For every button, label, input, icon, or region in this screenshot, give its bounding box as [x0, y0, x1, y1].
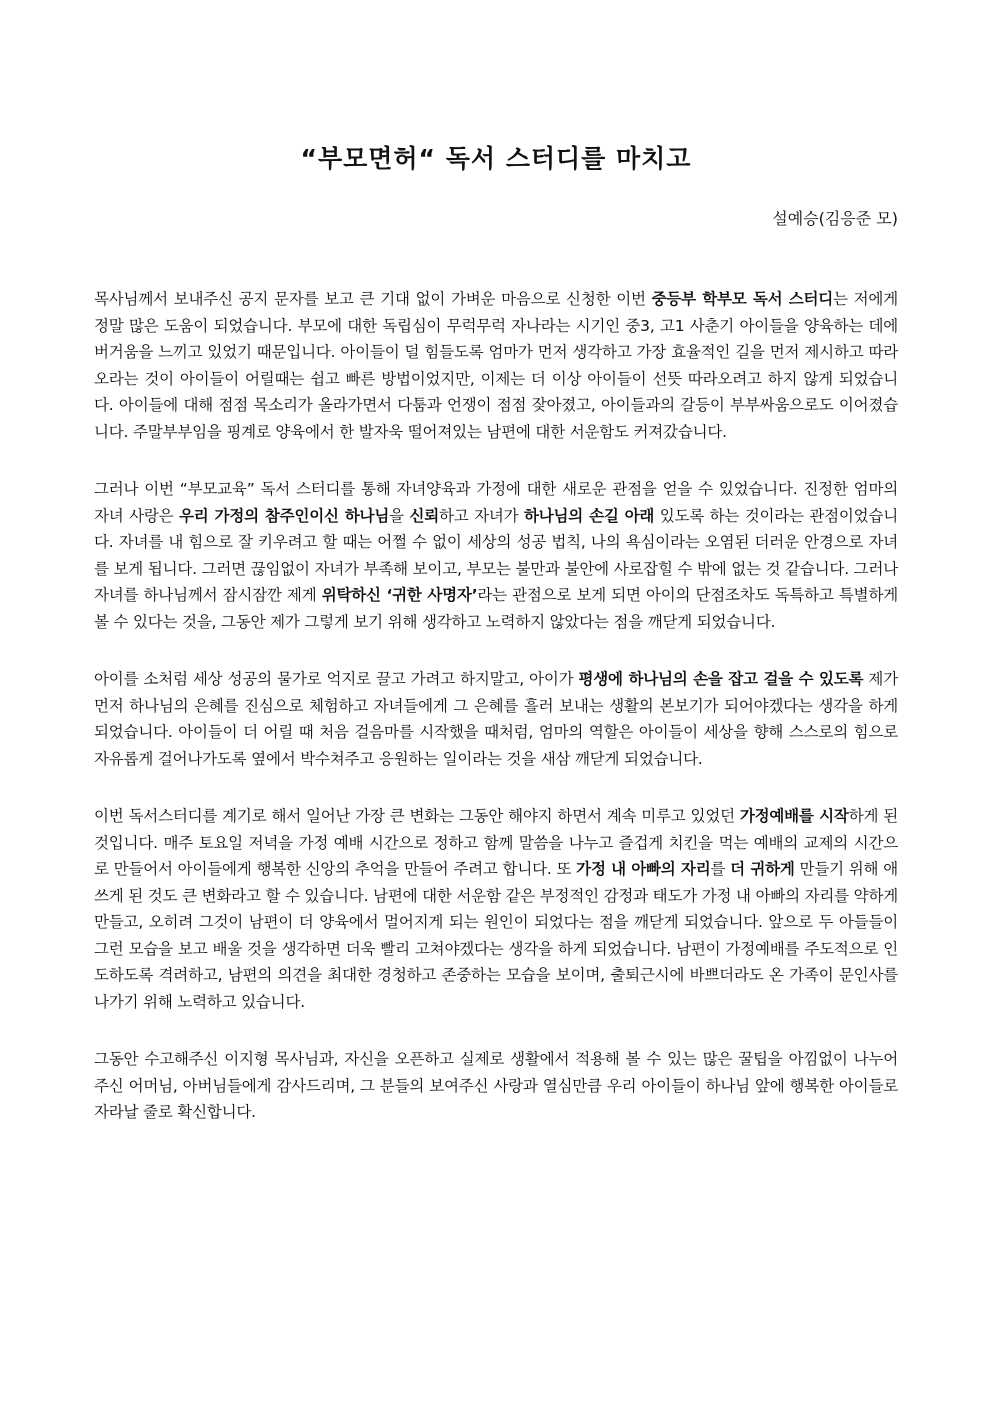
paragraph	[94, 803, 898, 1015]
paragraph	[94, 1046, 898, 1126]
emphasis-text: 신뢰	[409, 506, 439, 525]
author-line: 설예승(김응준 모)	[772, 209, 898, 228]
paragraph-text: 제가 먼저 하나님의 은혜를 진심으로 체험하고 자녀들에게 그 은혜를 흘러 보내는 생활의 본보기가 되어야겠다는 생각을 하게 되었습니다. 아이들이 더 어릴 때 처음 걸음마를 시작했을 때처럼, 엄마의 역할은 아이들이 세상을 향해 스스로의 힘으로 자유롭게 걸어나가도록 옆에서 박수쳐주고 응원하는 일이라는 것을 새삼 깨닫게 되었습니다.	[94, 670, 898, 768]
paragraph	[94, 286, 898, 445]
paragraph-text: 라는 관점으로 보게 되면 아이의 단점조차도 독특하고 특별하게 볼 수 있다는 것을, 그동안 제가 그렇게 보기 위해 생각하고 노력하지 않았다는 점을 깨닫게 되었습니다.	[94, 586, 898, 631]
emphasis-text: 가정 내 아빠의 자리	[576, 860, 711, 878]
paragraph-text: 목사님께서 보내주신 공지 문자를 보고 큰 기대 없이 가벼운 마음으로 신청한 이번	[94, 290, 652, 308]
paragraph	[94, 666, 898, 772]
emphasis-text: 더 귀하게	[730, 860, 795, 878]
document-body	[94, 286, 898, 1157]
paragraph-text: 하게 된 것입니다. 매주 토요일 저녁을 가정 예배 시간으로 정하고 함께 말씀을 나누고 즐겁게 치킨을 먹는 예배의 교제의 시간으로 만들어서 아이들에게 행복한 신앙의 추억을 만들어 주려고 합니다. 또	[94, 807, 899, 878]
paragraph-text: 만들기 위해 애쓰게 된 것도 큰 변화라고 할 수 있습니다. 남편에 대한 서운함 같은 부정적인 감정과 태도가 가정 내 아빠의 자리를 약하게 만들고, 오히려 그것이 남편이 더 양육에서 멀어지게 되는 원인이 되었다는 점을 깨닫게 되었습니다. 앞으로 두 아들들이 그런 모습을 보고 배울 것을 생각하면 더욱 빨리 고쳐야겠다는 생각을 하게 되었습니다. 남편이 가정예배를 주도적으로 인도하도록 격려하고, 남편의 의견을 최대한 경청하고 존중하는 모습을 보이며, 출퇴근시에 바쁘더라도 온 가족이 문인사를 나가기 위해 노력하고 있습니다.	[94, 860, 898, 1011]
paragraph-text: 를	[710, 860, 731, 878]
emphasis-text: 우리 가정의 참주인이신 하나님	[178, 506, 390, 525]
emphasis-text: 평생에 하나님의 손을 잡고 걸을 수 있도록	[578, 670, 864, 688]
paragraph-text: 있도록 하는 것이라는 관점이었습니다. 자녀를 내 힘으로 잘 키우려고 할 때는 어쩔 수 없이 세상의 성공 법칙, 나의 욕심이라는 오염된 더러운 안경으로 자녀를 보게 됩니다. 그러면 끊임없이 자녀가 부족해 보이고, 부모는 불만과 불안에 사로잡힐 수 밖에 없는 것 같습니다. 그러나 자녀를 하나님께서 잠시잠깐 제게	[94, 506, 899, 604]
emphasis-text: 하나님의 손길 아래	[523, 506, 655, 525]
paragraph-text: 이번 독서스터디를 계기로 해서 일어난 가장 큰 변화는 그동안 해야지 하면서 계속 미루고 있었던	[94, 807, 740, 825]
paragraph-text: 하고 자녀가	[438, 506, 524, 525]
emphasis-text: 중등부 학부모 독서 스터디	[651, 290, 834, 308]
emphasis-text: 위탁하신 ‘귀한 사명자’	[321, 586, 478, 604]
paragraph-text: 아이를 소처럼 세상 성공의 물가로 억지로 끌고 가려고 하지말고, 아이가	[94, 670, 579, 688]
paragraph-text: 을	[389, 506, 410, 525]
paragraph	[94, 476, 898, 635]
paragraph-text: 그러나 이번 “부모교육” 독서 스터디를 통해 자녀양육과 가정에 대한 새로운 관점을 얻을 수 있었습니다. 진정한 엄마의 자녀 사랑은	[94, 480, 898, 525]
paragraph-text: 그동안 수고해주신 이지형 목사님과, 자신을 오픈하고 실제로 생활에서 적용해 볼 수 있는 많은 꿀팁을 아낌없이 나누어 주신 어머님, 아버님들에게 감사드리며, 그 분들의 보여주신 사랑과 열심만큼 우리 아이들이 하나님 앞에 행복한 아이들로 자라날 줄로 확신합니다.	[94, 1050, 898, 1121]
document-title: “부모면허“ 독서 스터디를 마치고	[300, 144, 692, 173]
paragraph-text: 는 저에게 정말 많은 도움이 되었습니다. 부모에 대한 독립심이 무럭무럭 자나라는 시기인 중3, 고1 사춘기 아이들을 양육하는 데에 버거움을 느끼고 있었기 때문입니다. 아이들이 덜 힘들도록 엄마가 먼저 생각하고 가장 효율적인 길을 먼저 제시하고 따라오라는 것이 아이들이 어릴때는 쉽고 빠른 방법이었지만, 이제는 더 이상 아이들이 선뜻 따라오려고 하지 않게 되었습니다. 아이들에 대해 점점 목소리가 올라가면서 다툼과 언쟁이 점점 잦아졌고, 아이들과의 갈등이 부부싸움으로도 이어졌습니다. 주말부부임을 핑계로 양육에서 한 발자욱 떨어져있는 남편에 대한 서운함도 커져갔습니다.	[94, 290, 898, 441]
emphasis-text: 가정예배를 시작	[739, 807, 849, 825]
